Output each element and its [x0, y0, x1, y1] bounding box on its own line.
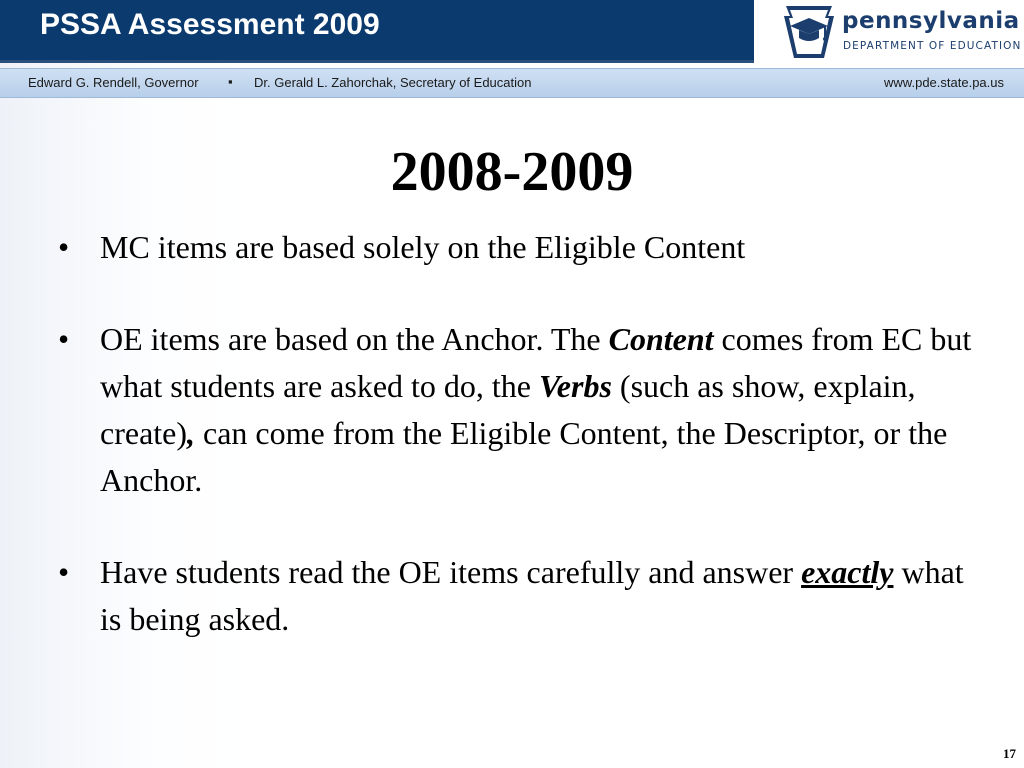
header: [0, 0, 1024, 62]
slide-heading: 2008-2009: [390, 141, 634, 203]
bullet-item: [0, 224, 1024, 271]
emphasis-content: Content: [608, 321, 714, 357]
bullet-text-part: what is being asked.: [100, 554, 964, 637]
bullet-text-part: comes from EC but what students are asked to do, the: [100, 321, 972, 404]
page-number: 17: [1003, 746, 1016, 761]
bullet-text-part: Have students read the OE items carefully and answer: [100, 554, 802, 590]
separator-icon: ▪: [228, 74, 233, 89]
bullet-text: MC items are based solely on the Eligible Content: [100, 229, 746, 265]
emphasis-verbs: Verbs: [539, 368, 612, 404]
slide-title: PSSA Assessment 2009: [40, 8, 380, 41]
info-bar: [0, 68, 1024, 98]
bullet-icon: •: [58, 321, 70, 357]
bullet-text-part: can come from the Eligible Content, the Descriptor, or the Anchor.: [100, 415, 948, 498]
title-band-shadow: [0, 60, 754, 63]
secretary-label: Dr. Gerald L. Zahorchak, Secretary of Education: [254, 75, 532, 90]
emphasis-exactly: exactly: [801, 554, 894, 590]
keystone-graduation-cap-icon: [778, 4, 840, 60]
bullet-item: [0, 316, 1024, 504]
logo-wordmark: pennsylvania: [842, 8, 1020, 34]
logo-subtitle: DEPARTMENT OF EDUCATION: [843, 40, 1022, 52]
bullet-text-part: OE items are based on the Anchor. The: [100, 321, 609, 357]
bullet-text-part: (such as show, explain, create): [100, 368, 916, 451]
pde-logo: [776, 2, 1020, 60]
title-band: [0, 0, 754, 60]
emphasis-comma: ,: [187, 415, 196, 451]
bullet-icon: •: [58, 229, 70, 265]
bullet-item: [0, 549, 1024, 643]
bullet-icon: •: [58, 554, 70, 590]
bullet-list: [0, 224, 1024, 688]
governor-label: Edward G. Rendell, Governor: [28, 75, 199, 90]
website-label: www.pde.state.pa.us: [884, 75, 1004, 90]
